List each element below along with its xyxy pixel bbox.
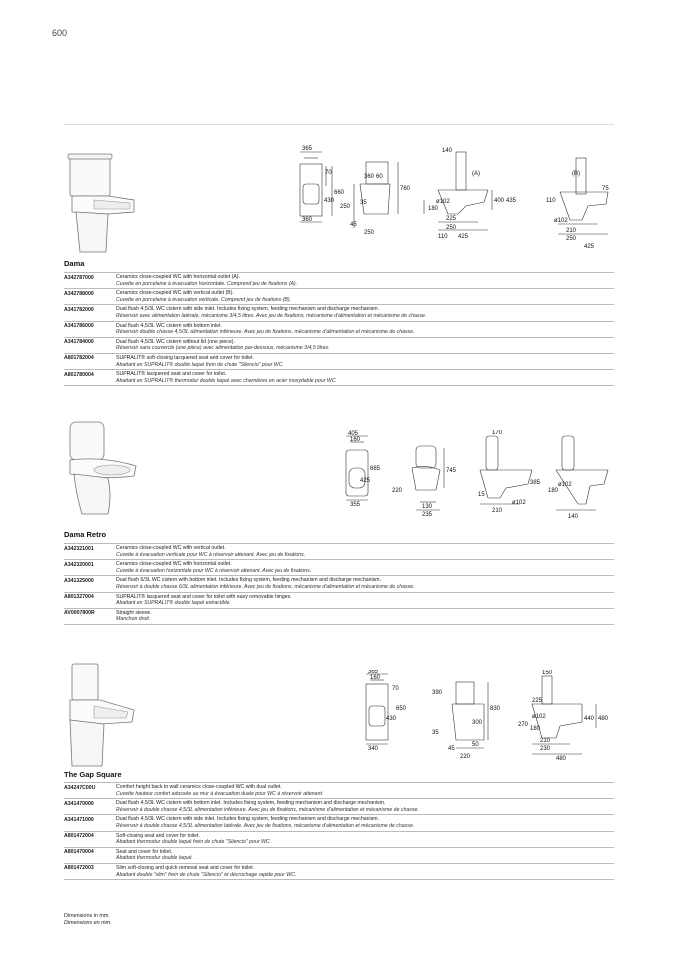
svg-text:365: 365 — [302, 146, 313, 152]
svg-text:(A): (A) — [472, 171, 480, 177]
svg-text:110: 110 — [546, 198, 556, 204]
dimension-labels — [302, 146, 609, 250]
description-en: Ceramics close-coupled WC with vertical outlet (B). — [116, 290, 234, 297]
svg-text:50: 50 — [472, 742, 479, 748]
product-section-the-gap-square — [64, 656, 614, 896]
svg-text:150: 150 — [542, 670, 553, 676]
technical-drawings-dama — [288, 144, 614, 254]
toilet-photo-dama-retro — [64, 418, 140, 518]
table-row — [64, 369, 614, 386]
table-row — [64, 575, 614, 591]
description-en: Straight sleeve. — [116, 609, 152, 616]
table-row — [64, 272, 614, 288]
description-fr: Réservoir à double chasse 4,5/3L alimentation latérale. Avec jeu de fixations, mécanisme d'alimentation et mécanisme de chasse. — [116, 822, 415, 829]
table-row — [64, 847, 614, 863]
description-fr: Réservoir sans couvercle (une pièce) avec alimentation par-dessous, mécanisme 3/4,5 litres. — [116, 345, 330, 352]
svg-text:45: 45 — [350, 222, 357, 228]
svg-text:180: 180 — [530, 726, 541, 732]
svg-text:140: 140 — [568, 514, 579, 520]
svg-text:230: 230 — [540, 746, 551, 752]
svg-text:ø102: ø102 — [558, 482, 572, 488]
toilet-photo-dama — [64, 152, 136, 257]
description-fr: Abattant thermodur double laqué frein de chute "Silencio" pour WC. — [116, 839, 272, 846]
dimension-labels — [368, 670, 609, 762]
product-code: A341784000 — [64, 339, 94, 346]
svg-text:480: 480 — [556, 756, 567, 762]
product-code: A801470004 — [64, 849, 94, 856]
description-fr: Abattant en SUPRALIT® double laqué extractible. — [116, 600, 231, 607]
description-fr: Abattant en SUPRALIT® thermodur double laqué avec charnières en acier inoxydable pour WC. — [116, 377, 337, 384]
table-row — [64, 321, 614, 337]
svg-text:400: 400 — [494, 198, 505, 204]
product-code: A341782000 — [64, 306, 94, 313]
svg-text:220: 220 — [460, 754, 471, 760]
svg-text:250: 250 — [364, 230, 375, 236]
svg-text:390: 390 — [432, 690, 443, 696]
description-en: Comfort height back to wall ceramics close-coupled WC with dual outlet. — [116, 784, 282, 790]
description-fr: Réservoir double chasse 4,5/3L alimentation inférieure. Avec jeu de fixations, mécanisme d'alimentation et mécanisme de chasse. — [116, 329, 415, 336]
table-row — [64, 288, 614, 304]
svg-text:425: 425 — [458, 234, 469, 240]
description-en: Ceramics close-coupled WC with horizontal outlet (A). — [116, 274, 240, 280]
svg-text:160: 160 — [350, 437, 361, 443]
svg-text:45: 45 — [448, 746, 455, 752]
svg-text:60: 60 — [376, 174, 383, 180]
product-table-dama — [64, 272, 614, 386]
svg-text:430: 430 — [386, 716, 397, 722]
svg-text:650: 650 — [396, 706, 407, 712]
table-row — [64, 559, 614, 575]
technical-drawings-dama-retro — [336, 430, 614, 522]
svg-text:210: 210 — [492, 508, 503, 514]
svg-text:435: 435 — [506, 198, 517, 204]
svg-text:180: 180 — [428, 206, 439, 212]
svg-text:ø102: ø102 — [512, 500, 526, 506]
product-title: Dama — [64, 259, 85, 268]
table-row — [64, 353, 614, 369]
description-en: Dual flush 4,5/3L WC cistern with side inlet. Includes fixing system, feeding mechanism and discharge mechanism. — [116, 306, 380, 313]
description-en: Seat and cover for toilet. — [116, 848, 173, 855]
svg-text:685: 685 — [370, 466, 381, 472]
table-row — [64, 782, 614, 798]
svg-text:425: 425 — [360, 478, 371, 484]
svg-text:425: 425 — [584, 244, 595, 250]
svg-text:(B): (B) — [572, 171, 580, 177]
product-title: The Gap Square — [64, 770, 122, 779]
description-en: Dual flush 4,5/3L WC cistern with side inlet. Includes fixing system, feeding mechanism and discharge mechanism. — [116, 816, 380, 823]
description-fr: Réservoir à double chasse 6/3L alimentation inférieure. Avec jeu de fixations, mécanisme d'alimentation et mécanisme de chasse. — [116, 583, 415, 590]
product-code: A341786000 — [64, 323, 94, 330]
description-fr: Réservoir à double chasse 4,5/3L alimentation inférieure. Avec jeu de fixations, mécanisme d'alimentation et mécanisme de chasse. — [116, 806, 419, 813]
description-fr: Cuvette en porcelaine à évacuation verticale. Comprend jeu de fixations (B). — [116, 296, 292, 303]
svg-text:440: 440 — [584, 716, 595, 722]
description-fr: Réservoir avec alimentation latérale, mécanisme 3/4,5 litres. Avec jeu de fixations, mécanisme d'alimentation et mécanisme de chasse. — [116, 312, 427, 319]
product-code: A34247C00U — [64, 784, 96, 791]
svg-text:130: 130 — [422, 504, 433, 510]
table-row — [64, 831, 614, 847]
svg-text:ø102: ø102 — [436, 199, 450, 205]
svg-text:180: 180 — [548, 488, 559, 494]
description-en: SUPRALIT® lacquered seat and cover for toilet. — [116, 371, 227, 378]
svg-text:15: 15 — [478, 492, 485, 498]
table-row — [64, 592, 614, 608]
svg-text:35: 35 — [360, 200, 367, 206]
svg-text:300: 300 — [472, 720, 483, 726]
svg-text:365: 365 — [368, 670, 379, 675]
product-table-the-gap-square — [64, 782, 614, 880]
svg-text:360: 360 — [364, 174, 375, 180]
footer-fr: Dimensions en mm. — [64, 920, 112, 926]
toilet-photo-the-gap-square — [64, 660, 136, 770]
footer-en: Dimensions in mm. — [64, 913, 110, 919]
svg-text:225: 225 — [532, 698, 543, 704]
product-code: A342321001 — [64, 545, 94, 552]
product-code: A801472003 — [64, 865, 94, 872]
product-table-dama-retro — [64, 543, 614, 625]
description-en: Dual flush 4,5/3L WC cistern without lid (one piece). — [116, 338, 235, 345]
svg-text:250: 250 — [340, 204, 351, 210]
svg-text:660: 660 — [334, 190, 345, 196]
svg-text:70: 70 — [392, 686, 399, 692]
svg-text:220: 220 — [392, 488, 403, 494]
description-fr: Manchon droit. — [116, 616, 151, 623]
technical-drawings-the-gap-square — [360, 670, 614, 762]
table-row — [64, 543, 614, 559]
description-fr: Cuvette à évacuation horizontale pour WC à réservoir attenant. Avec jeu de fixations. — [116, 567, 312, 574]
description-en: Dual flush 4,5/3L WC cistern with bottom inlet. Includes fixing system, feeding mechanism and discharge mechanism. — [116, 800, 386, 807]
description-fr: Cuvette hauteur confort adossée au mur à évacuation duale pour WC à réservoir attenant. — [116, 790, 324, 797]
description-fr: Abattant en SUPRALIT® double laqué frein de chute "Silencio" pour WC. — [116, 361, 284, 368]
product-code: A801327004 — [64, 594, 94, 601]
svg-text:170: 170 — [492, 430, 503, 436]
svg-text:ø102: ø102 — [554, 218, 568, 224]
product-code: A801780004 — [64, 371, 94, 378]
description-en: Soft-closing seat and cover for toilet. — [116, 832, 200, 839]
svg-text:830: 830 — [490, 706, 501, 712]
product-section-dama-retro — [64, 418, 614, 638]
product-code: A341471000 — [64, 816, 94, 823]
table-row — [64, 608, 614, 625]
svg-text:360: 360 — [302, 217, 313, 223]
svg-text:250: 250 — [566, 236, 577, 242]
svg-text:760: 760 — [400, 186, 411, 192]
description-fr: Cuvette en porcelaine à évacuation horizontale. Comprend jeu de fixations (A). — [116, 280, 298, 287]
svg-text:ø102: ø102 — [532, 714, 546, 720]
svg-text:355: 355 — [350, 502, 361, 508]
table-row — [64, 863, 614, 880]
product-code: A342320001 — [64, 561, 94, 568]
description-en: SUPRALIT® soft-closing lacquered seat and cover for toilet. — [116, 354, 254, 361]
description-en: Ceramics close-coupled WC with vertical outlet. — [116, 545, 226, 551]
footer-note — [64, 913, 112, 927]
product-code: A801782004 — [64, 355, 94, 362]
svg-text:35: 35 — [432, 730, 439, 736]
product-code: A341470000 — [64, 800, 94, 807]
svg-text:430: 430 — [324, 198, 335, 204]
table-row — [64, 337, 614, 353]
page-number: 600 — [52, 28, 68, 38]
svg-text:210: 210 — [540, 738, 551, 744]
product-code: A801472004 — [64, 833, 94, 840]
description-en: SUPRALIT® lacquered seat and cover for toilet with easy removable hinges. — [116, 593, 292, 600]
description-en: Ceramics close-coupled WC with horizontal outlet. — [116, 561, 232, 568]
svg-text:160: 160 — [370, 675, 381, 681]
svg-text:140: 140 — [442, 148, 453, 154]
svg-text:270: 270 — [518, 722, 529, 728]
product-code: AV0007800R — [64, 610, 95, 617]
svg-text:385: 385 — [530, 480, 541, 486]
table-row — [64, 798, 614, 814]
svg-text:70: 70 — [325, 170, 332, 176]
table-row — [64, 304, 614, 320]
description-fr: Cuvette à évacuation verticale pour WC à réservoir attenant. Avec jeu de fixations. — [116, 551, 306, 558]
svg-text:745: 745 — [446, 468, 457, 474]
product-title: Dama Retro — [64, 530, 107, 539]
product-code: A342788000 — [64, 290, 94, 297]
description-en: Slim soft-closing and quick removal seat and cover for toilet. — [116, 864, 255, 871]
svg-text:210: 210 — [566, 228, 577, 234]
svg-text:225: 225 — [446, 216, 457, 222]
svg-text:250: 250 — [446, 225, 457, 231]
product-code: A342787000 — [64, 274, 94, 281]
svg-text:235: 235 — [422, 512, 433, 518]
svg-text:340: 340 — [368, 746, 379, 752]
description-en: Dual flush 4,5/3L WC cistern with bottom inlet. — [116, 322, 222, 329]
svg-text:405: 405 — [348, 431, 359, 437]
svg-text:110: 110 — [438, 234, 448, 240]
product-section-dama — [64, 140, 614, 405]
dimension-labels — [348, 430, 579, 520]
description-fr: Abattant double "slim" frein de chute "Silencio" et décrochage rapide pour WC. — [116, 871, 297, 878]
svg-text:75: 75 — [602, 186, 609, 192]
svg-text:480: 480 — [598, 716, 609, 722]
divider — [64, 124, 614, 125]
product-code: A341325000 — [64, 577, 94, 584]
table-row — [64, 814, 614, 830]
description-fr: Abattant thermodur double laqué. — [116, 855, 194, 862]
description-en: Dual flush 6/3L WC cistern with bottom inlet. Includes fixing system, feeding mechanism and discharge mechanism. — [116, 577, 382, 584]
